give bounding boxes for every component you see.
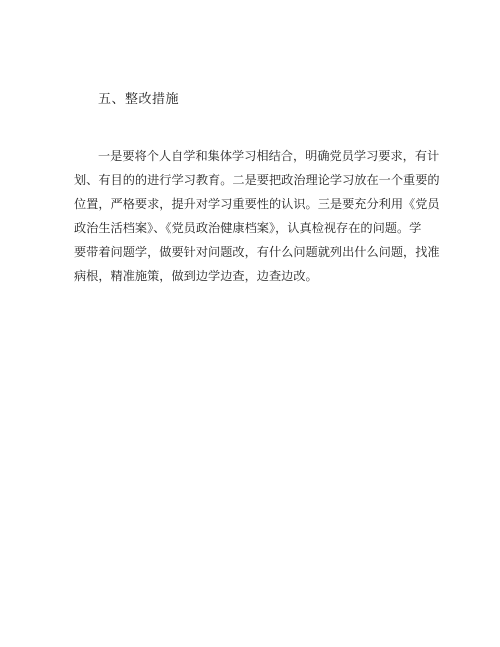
paragraph-line: 政治生活档案》、《党员政治健康档案》，认真检视存在的问题。学 bbox=[74, 221, 422, 235]
body-paragraph bbox=[74, 144, 440, 288]
section-heading: 五、整改措施 bbox=[98, 92, 180, 107]
paragraph-line: 一是要将个人自学和集体学习相结合，明确党员学习要求，有计 bbox=[98, 149, 440, 163]
paragraph-line: 位置，严格要求，提升对学习重要性的认识。三是要充分利用《党员 bbox=[74, 197, 440, 211]
paragraph-line: 病根，精准施策，做到边学边查，边查边改。 bbox=[74, 269, 318, 283]
paragraph-line: 划、有目的的进行学习教育。二是要把政治理论学习放在一个重要的 bbox=[74, 173, 440, 187]
paragraph-line: 要带着问题学，做要针对问题改，有什么问题就列出什么问题，找准 bbox=[74, 245, 440, 259]
